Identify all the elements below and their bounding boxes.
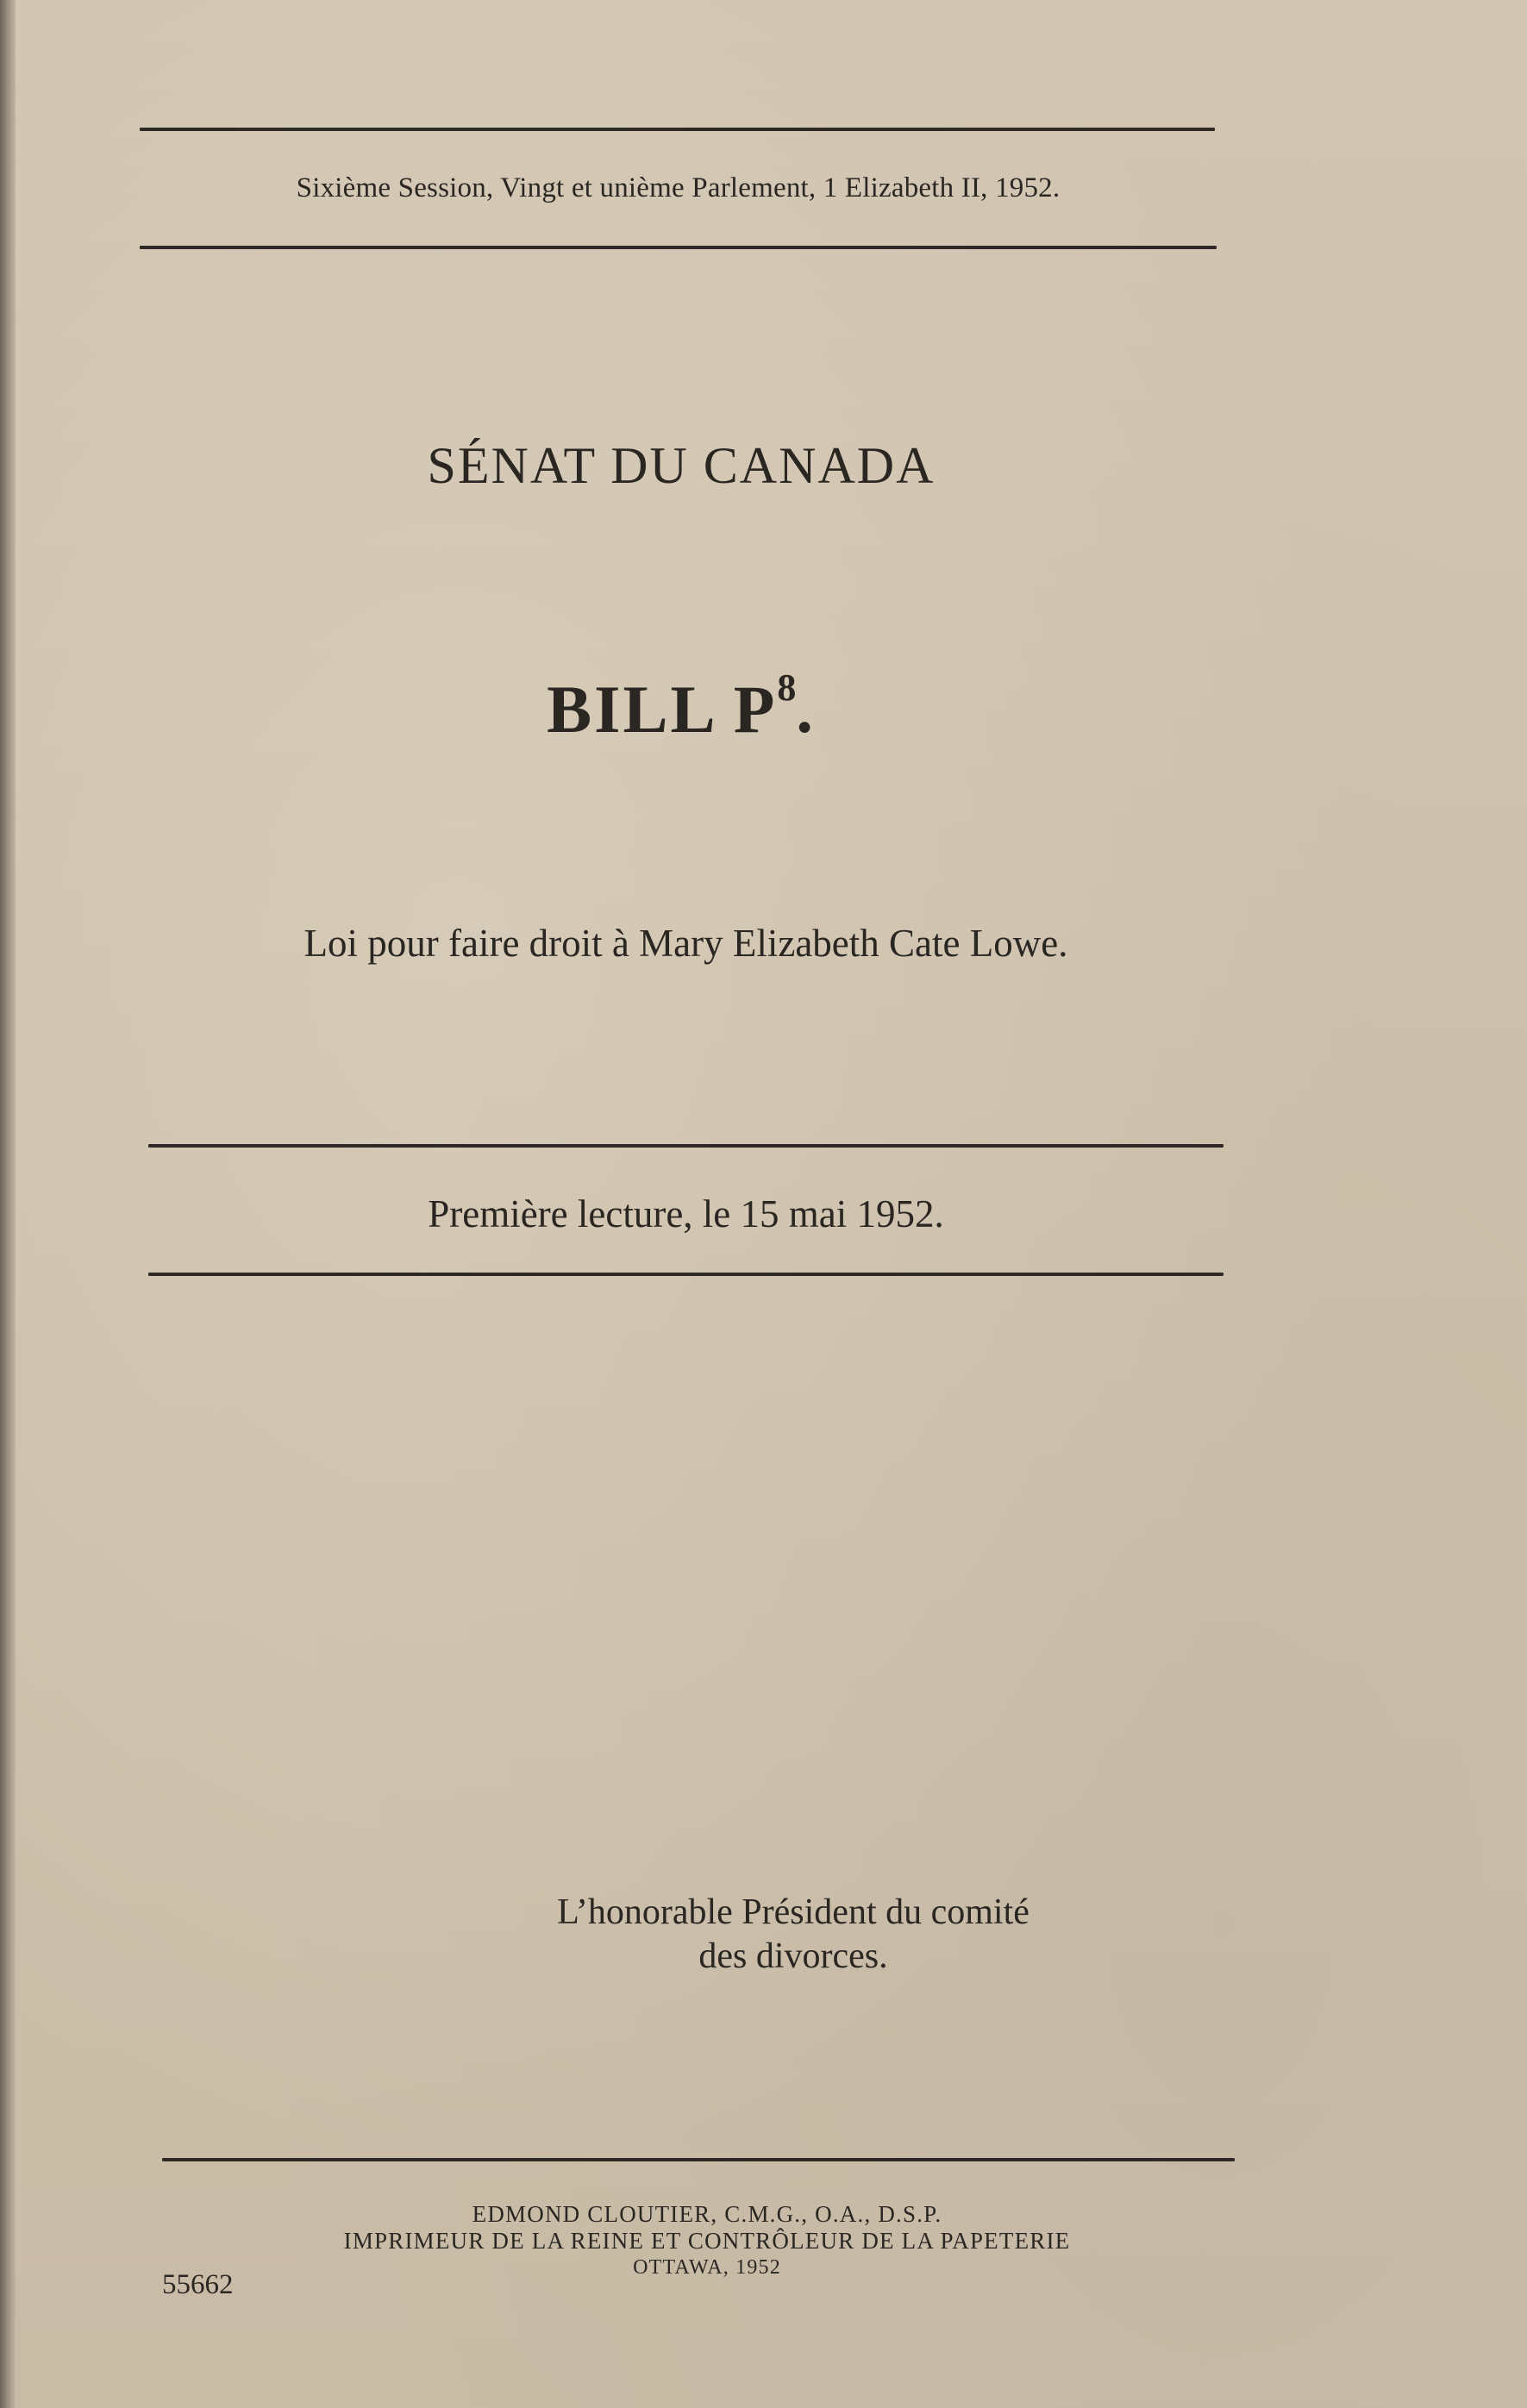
- first-reading-line: Première lecture, le 15 mai 1952.: [428, 1192, 944, 1235]
- senate-title: SÉNAT DU CANADA: [427, 437, 936, 494]
- bill-superscript: 8: [777, 666, 797, 709]
- printer-title: IMPRIMEUR DE LA REINE ET CONTRÔLEUR DE LA PAPETERIE: [343, 2228, 1071, 2254]
- printer-block: [198, 2201, 1216, 2281]
- bill-description: Loi pour faire droit à Mary Elizabeth Cate Lowe.: [304, 922, 1068, 965]
- session-line: Sixième Session, Vingt et unième Parlement, 1 Elizabeth II, 1952.: [296, 172, 1061, 203]
- reading-top-rule: [148, 1144, 1223, 1148]
- sponsor-line-1: L’honorable Président du comité: [557, 1892, 1029, 1932]
- bill-title: [0, 666, 1362, 748]
- binding-edge: [0, 0, 16, 2408]
- printer-city: OTTAWA, 1952: [633, 2256, 781, 2279]
- sponsor-block: [483, 1891, 1104, 1979]
- printer-rule: [162, 2158, 1235, 2161]
- reading-bottom-rule: [148, 1273, 1223, 1276]
- print-number: 55662: [162, 2269, 234, 2300]
- bill-prefix: BILL P: [547, 672, 778, 747]
- printer-name: EDMOND CLOUTIER, C.M.G., O.A., D.S.P.: [472, 2201, 942, 2227]
- session-rule: [140, 246, 1217, 249]
- sponsor-line-2: des divorces.: [698, 1936, 888, 1976]
- top-rule: [140, 128, 1215, 131]
- bill-suffix: .: [796, 672, 816, 747]
